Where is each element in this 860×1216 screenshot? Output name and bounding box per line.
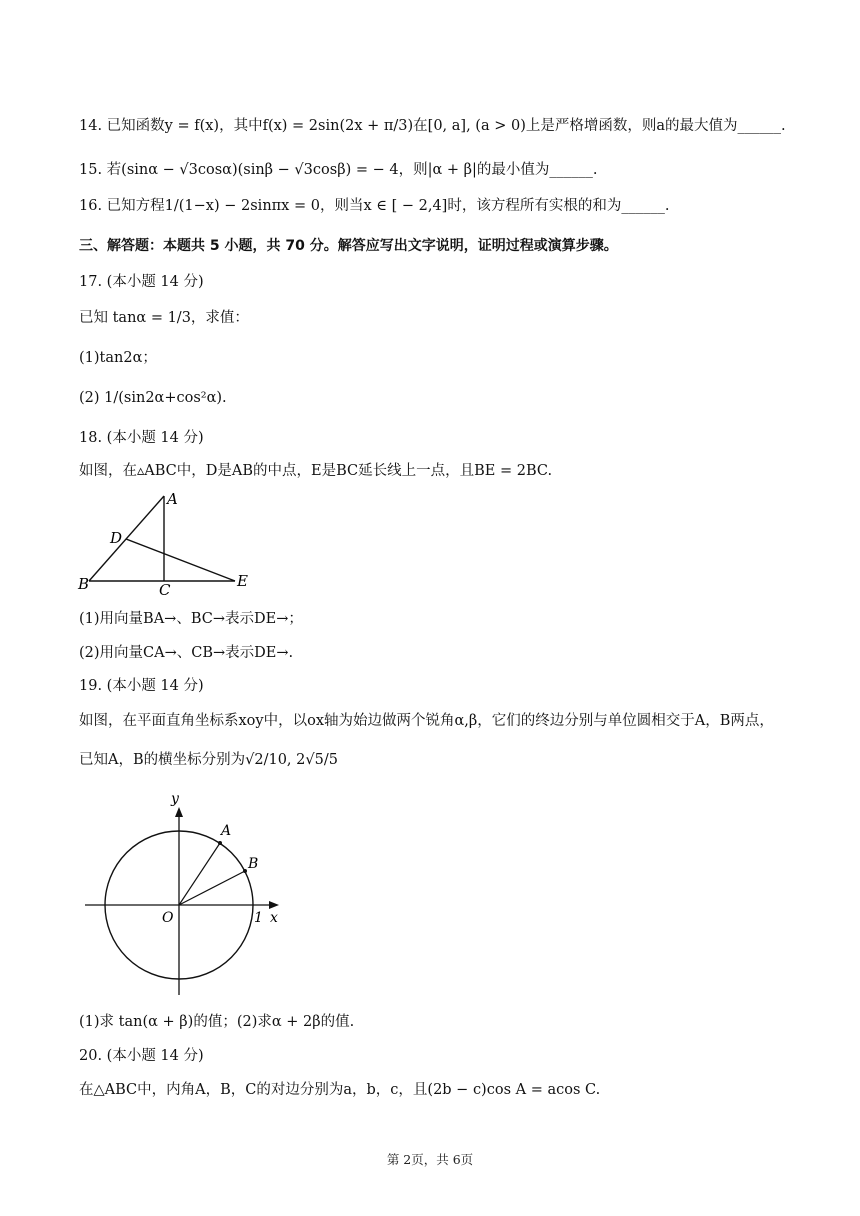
question-18-part-1: (1)用向量BA→、BC→表示DE→； bbox=[79, 611, 303, 627]
edge-de bbox=[126, 539, 235, 581]
label-o: O bbox=[162, 910, 174, 926]
label-e: E bbox=[237, 572, 248, 590]
question-19-stem-1: 如图，在平面直角坐标系xoy中，以ox轴为始边做两个锐角α,β，它们的终边分别与单位圆相交于A，B两点， bbox=[79, 713, 774, 729]
label-d: D bbox=[110, 529, 123, 547]
ray-oa bbox=[179, 843, 220, 905]
question-15: 15. 若(sinα − √3cosα)(sinβ − √3cosβ) = − 4，则|α + β|的最小值为______. bbox=[79, 162, 598, 178]
label-x: x bbox=[270, 910, 278, 926]
y-axis-arrow bbox=[175, 807, 183, 817]
label-y: y bbox=[171, 791, 179, 807]
question-17-part-2: (2) 1/(sin2α+cos²α). bbox=[79, 390, 227, 406]
label-one: 1 bbox=[254, 910, 263, 926]
label-a: A bbox=[221, 823, 232, 839]
section-heading: 三、解答题：本题共 5 小题，共 70 分。解答应写出文字说明，证明过程或演算步骤。 bbox=[79, 238, 618, 254]
question-17-heading: 17. (本小题 14 分) bbox=[79, 274, 204, 290]
x-axis-arrow bbox=[269, 901, 279, 909]
question-18-part-2: (2)用向量CA→、CB→表示DE→. bbox=[79, 645, 294, 661]
label-c: C bbox=[159, 581, 171, 598]
label-b: B bbox=[78, 575, 90, 593]
question-14: 14. 已知函数y = f(x)，其中f(x) = 2sin(2x + π/3)在[0, a], (a > 0)上是严格增函数，则a的最大值为______. bbox=[79, 118, 786, 134]
question-18-heading: 18. (本小题 14 分) bbox=[79, 430, 204, 446]
triangle-figure bbox=[75, 488, 260, 598]
question-20-heading: 20. (本小题 14 分) bbox=[79, 1048, 204, 1064]
page-footer: 第 2页，共 6页 bbox=[386, 1152, 474, 1167]
question-17-stem: 已知 tanα = 1/3，求值： bbox=[79, 310, 249, 326]
question-20-stem: 在△ABC中，内角A，B，C的对边分别为a，b，c，且(2b − c)cos A = acos C. bbox=[79, 1082, 601, 1098]
question-18-stem: 如图，在▵ABC中，D是AB的中点，E是BC延长线上一点，且BE = 2BC. bbox=[79, 463, 553, 479]
question-16: 16. 已知方程1/(1−x) − 2sinπx = 0，则当x ∈ [ − 2,4]时，该方程所有实根的和为______. bbox=[79, 198, 670, 214]
label-b: B bbox=[248, 856, 259, 872]
question-19-heading: 19. (本小题 14 分) bbox=[79, 678, 204, 694]
question-17-part-1: (1)tan2α； bbox=[79, 350, 157, 366]
question-19-parts: (1)求 tan(α + β)的值；(2)求α + 2β的值. bbox=[79, 1014, 355, 1030]
label-a: A bbox=[167, 490, 178, 508]
point-a bbox=[218, 841, 222, 845]
unit-circle-figure bbox=[75, 785, 290, 1000]
ray-ob bbox=[179, 871, 245, 905]
point-b bbox=[243, 869, 247, 873]
question-19-stem-2: 已知A，B的横坐标分别为√2/10, 2√5/5 bbox=[79, 752, 338, 768]
